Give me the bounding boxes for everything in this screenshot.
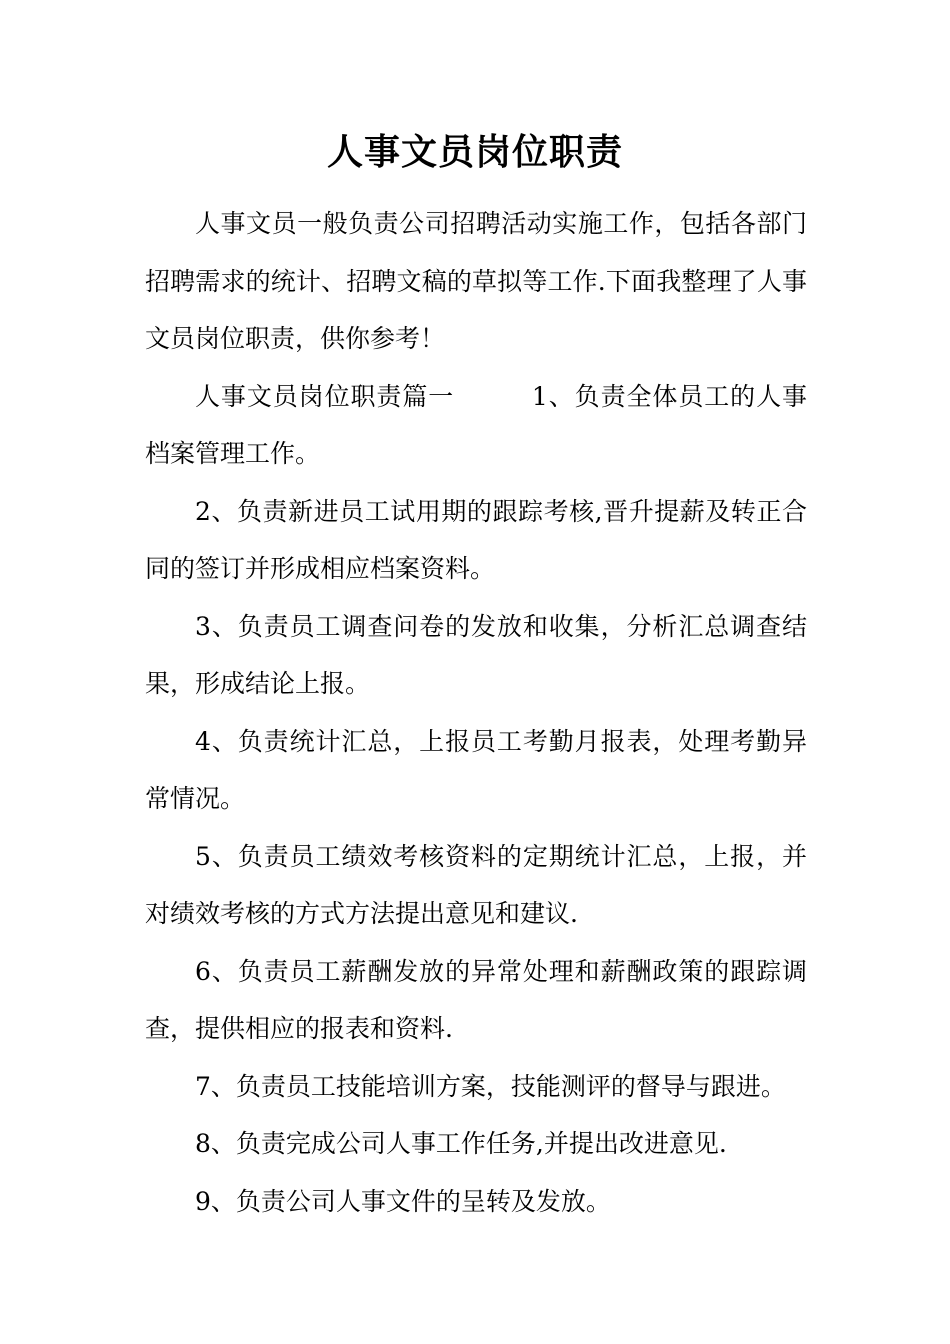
duty-paragraph-6: 6、负责员工薪酬发放的异常处理和薪酬政策的跟踪调查，提供相应的报表和资料. (145, 956, 807, 1043)
duty-paragraph-5: 5、负责员工绩效考核资料的定期统计汇总，上报，并对绩效考核的方式方法提出意见和建议. (145, 841, 807, 928)
duty-paragraph-8: 8、负责完成公司人事工作任务,并提出改进意见. (195, 1129, 727, 1158)
intro-paragraph: 人事文员一般负责公司招聘活动实施工作，包括各部门招聘需求的统计、招聘文稿的草拟等工作.下面我整理了人事文员岗位职责，供你参考！ (145, 209, 807, 353)
duty-paragraph-1: 人事文员岗位职责篇一 1、负责全体员工的人事档案管理工作。 (145, 381, 807, 468)
document-title: 人事文员岗位职责 (326, 131, 623, 173)
duty-paragraph-4: 4、负责统计汇总，上报员工考勤月报表，处理考勤异常情况。 (145, 726, 807, 813)
duty-paragraph-3: 3、负责员工调查问卷的发放和收集，分析汇总调查结果，形成结论上报。 (145, 611, 807, 698)
duty-paragraph-7: 7、负责员工技能培训方案，技能测评的督导与跟进。 (195, 1071, 786, 1101)
document-body (145, 195, 807, 1230)
duty-paragraph-2: 2、负责新进员工试用期的跟踪考核,晋升提薪及转正合同的签订并形成相应档案资料。 (145, 496, 807, 583)
duty-paragraph-9: 9、负责公司人事文件的呈转及发放。 (195, 1186, 611, 1216)
